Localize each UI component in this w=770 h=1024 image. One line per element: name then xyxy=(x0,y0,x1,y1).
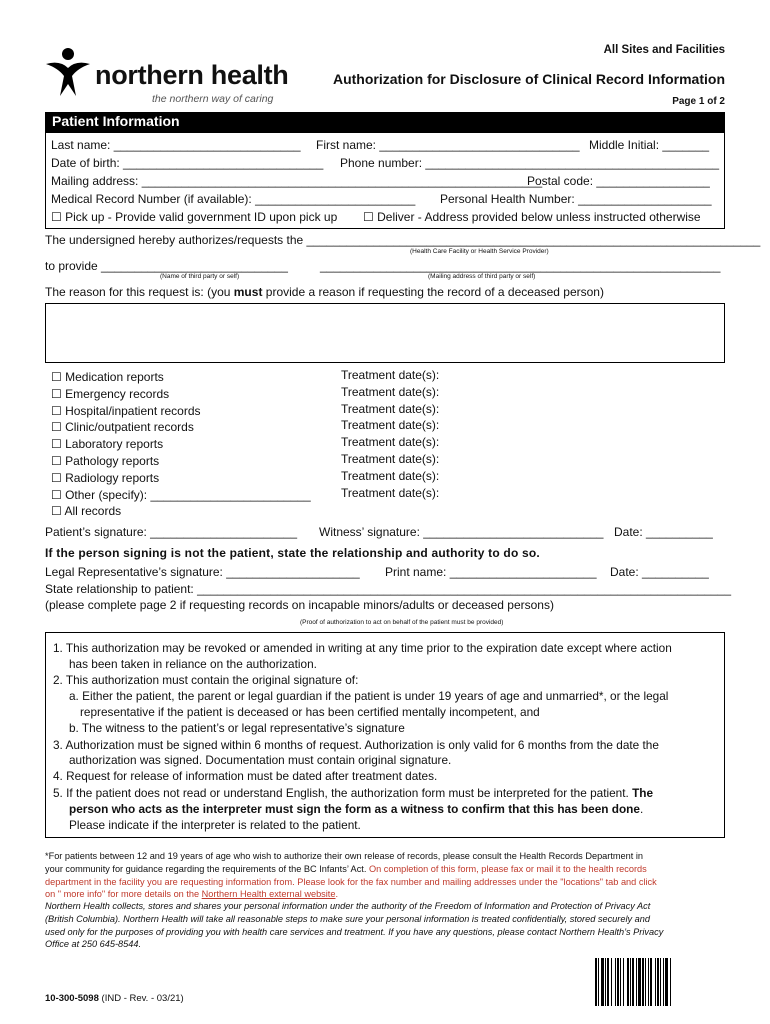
undersigned-field[interactable]: The undersigned hereby authorizes/requests the ____________________________________________________________________ xyxy=(45,233,761,247)
privacy-line-1: Northern Health collects, stores and shares your personal information under the authority of the Freedom of Information and Protection of Privacy Act xyxy=(45,901,651,911)
nh-website-link[interactable]: Northern Health external website xyxy=(201,889,336,899)
record-option-label: Hospital/inpatient records xyxy=(65,403,201,418)
treatment-dates-field[interactable]: Treatment date(s): xyxy=(341,468,440,483)
checkbox-icon[interactable]: ☐ xyxy=(51,370,66,384)
footer-line-1: *For patients between 12 and 19 years of age who wish to authorize their own release of records, please consult the Health Records Department in xyxy=(45,851,644,861)
treatment-dates-field[interactable]: Treatment date(s): xyxy=(341,384,440,399)
record-option-label: Pathology reports xyxy=(65,454,160,468)
footer-line-4-text: on " more info" for more details on the xyxy=(45,889,202,899)
record-option[interactable] xyxy=(51,437,163,451)
note-2a-2: representative if the patient is deceased or has been certified mentally incompetent, and xyxy=(80,705,540,719)
checkbox-icon[interactable]: ☐ xyxy=(363,210,374,224)
checkbox-icon[interactable]: ☐ xyxy=(51,437,66,452)
record-option-label: All records xyxy=(64,504,122,519)
deliver-option[interactable] xyxy=(363,210,701,224)
provider-caption: (Health Care Facility or Health Service Provider) xyxy=(410,248,549,255)
note-1a: 1. This authorization may be revoked or amended in writing at any time prior to the expiration date except where action xyxy=(53,641,672,655)
barcode-bar xyxy=(671,958,672,1006)
privacy-line-4: Office at 250 645-8544. xyxy=(45,939,142,949)
date-field-2[interactable]: Date: __________ xyxy=(610,565,709,579)
page2-note: (please complete page 2 if requesting records on incapable minors/adults or deceased persons) xyxy=(45,598,554,612)
record-option-label: Clinic/outpatient records xyxy=(65,420,194,435)
footer-line-2-text: your community for guidance regarding the requirements of the BC Infants’ Act. xyxy=(45,864,369,874)
checkbox-icon[interactable]: ☐ xyxy=(51,504,65,519)
sites-label: All Sites and Facilities xyxy=(603,44,725,56)
date-field-1[interactable]: Date: __________ xyxy=(614,525,713,539)
record-option[interactable] xyxy=(51,404,201,418)
footer-line-2-red: On completion of this form, please fax or mail it to the health records xyxy=(368,864,647,874)
deliver-label: Deliver - Address provided below unless instructed otherwise xyxy=(377,210,701,224)
page-number: Page 1 of 2 xyxy=(672,96,725,107)
note-5a-bold: The xyxy=(632,786,654,800)
note-5a xyxy=(53,786,653,800)
address-caption: (Mailing address of third party or self) xyxy=(428,273,536,280)
postal-code-field[interactable]: Postal code: _________________ xyxy=(527,174,710,188)
treatment-dates-field[interactable]: Treatment date(s): xyxy=(341,368,440,382)
mrn-field[interactable]: Medical Record Number (if available): ________________________ xyxy=(51,192,416,206)
form-revision: (IND - Rev. - 03/21) xyxy=(98,993,184,1004)
treatment-dates-field[interactable]: Treatment date(s): xyxy=(341,401,440,416)
note-5b-end: . xyxy=(639,802,644,816)
reason-must: must xyxy=(233,285,263,299)
relationship-field[interactable]: State relationship to patient: ________________________________________________________________________________ xyxy=(45,582,732,596)
form-number xyxy=(45,993,184,1004)
treatment-dates-field[interactable]: Treatment date(s): xyxy=(341,452,440,466)
note-2: 2. This authorization must contain the original signature of: xyxy=(53,673,359,687)
footer-line-2 xyxy=(45,863,647,876)
checkbox-icon[interactable]: ☐ xyxy=(51,403,66,418)
barcode xyxy=(595,958,725,1006)
legal-rep-signature-field[interactable]: Legal Representative’s signature: ____________________ xyxy=(45,565,360,579)
record-option[interactable] xyxy=(51,454,159,468)
note-5c: Please indicate if the interpreter is related to the patient. xyxy=(69,818,361,832)
reason-textarea[interactable] xyxy=(45,303,725,363)
checkbox-icon[interactable]: ☐ xyxy=(51,470,66,485)
checkbox-icon[interactable]: ☐ xyxy=(51,487,66,502)
note-2a-1: a. Either the patient, the parent or legal guardian if the patient is under 19 years of age and unmarried*, or the legal xyxy=(69,689,669,703)
treatment-dates-field[interactable]: Treatment date(s): xyxy=(341,485,440,500)
note-5b xyxy=(69,802,643,816)
checkbox-icon[interactable]: ☐ xyxy=(51,210,62,224)
dob-field[interactable]: Date of birth: ______________________________ xyxy=(51,156,324,170)
checkbox-icon[interactable]: ☐ xyxy=(51,386,66,401)
patient-info-heading: Patient Information xyxy=(45,112,725,133)
form-title: Authorization for Disclosure of Clinical Record Information xyxy=(332,71,725,87)
representative-instruction: If the person signing is not the patient, state the relationship and authority to do so. xyxy=(45,546,540,560)
first-name-field[interactable]: First name: ______________________________ xyxy=(316,138,580,152)
record-option[interactable] xyxy=(51,370,164,384)
note-3b: authorization was signed. Documentation must contain original signature. xyxy=(69,753,452,767)
note-4: 4. Request for release of information must be dated after treatment dates. xyxy=(53,769,438,783)
to-provide-field[interactable]: to provide ____________________________ xyxy=(45,259,288,273)
record-option-label: Radiology reports xyxy=(65,470,160,485)
northern-health-logo xyxy=(42,44,94,105)
checkbox-icon[interactable]: ☐ xyxy=(51,420,66,435)
footer-line-3: department in the facility you are requesting information from. Please look for the fax number and mailing addresses under the "locations" tab and click xyxy=(45,877,657,887)
note-5b-bold: person who acts as the interpreter must sign the form as a witness to confirm that this has been done xyxy=(69,802,640,816)
record-option-label: Emergency records xyxy=(65,386,170,401)
record-option-label: Laboratory reports xyxy=(65,437,164,452)
privacy-line-2: (British Columbia). Northern Health will take all reasonable steps to make sure your personal information is treated confidentially, stored securely and xyxy=(45,914,650,924)
patient-signature-field[interactable]: Patient’s signature: ______________________ xyxy=(45,525,297,539)
record-option[interactable] xyxy=(51,471,159,485)
note-5a-text: 5. If the patient does not read or understand English, the authorization form must be interpreted for the patient. xyxy=(53,786,633,800)
pickup-option[interactable] xyxy=(51,210,337,224)
logo-figure-icon xyxy=(42,44,94,100)
treatment-dates-field[interactable]: Treatment date(s): xyxy=(341,418,440,433)
last-name-field[interactable]: Last name: ____________________________ xyxy=(51,138,301,152)
record-option[interactable] xyxy=(51,488,311,502)
name-caption: (Name of third party or self) xyxy=(160,273,240,280)
print-name-field[interactable]: Print name: ______________________ xyxy=(385,565,597,579)
footer-line-4 xyxy=(45,888,338,901)
proof-caption: (Proof of authorization to act on behalf of the patient must be provided) xyxy=(300,619,504,626)
pickup-label: Pick up - Provide valid government ID upon pick up xyxy=(65,210,338,224)
note-1b: has been taken in reliance on the authorization. xyxy=(69,657,317,671)
record-option[interactable] xyxy=(51,420,194,434)
treatment-dates-field[interactable]: Treatment date(s): xyxy=(341,435,440,450)
record-option[interactable] xyxy=(51,504,121,518)
reason-instruction xyxy=(45,285,604,299)
record-option-label: Medication reports xyxy=(65,370,164,384)
reason-text: The reason for this request is: (you xyxy=(45,285,234,299)
third-party-address-field[interactable]: ____________________________________________________________ xyxy=(320,259,721,273)
checkbox-icon[interactable]: ☐ xyxy=(51,454,66,468)
record-option[interactable] xyxy=(51,387,169,401)
reason-text-end: provide a reason if requesting the record of a deceased person) xyxy=(262,285,604,299)
phone-field[interactable]: Phone number: ____________________________________________ xyxy=(340,156,720,170)
record-option-label: Other (specify): ________________________ xyxy=(65,487,311,502)
footer-line-4-end: . xyxy=(335,889,339,899)
phn-field[interactable]: Personal Health Number: ____________________ xyxy=(440,192,712,206)
brand-tagline: the northern way of caring xyxy=(152,93,274,105)
privacy-line-3: used only for the purposes of providing you with health care services and treatment. If you have any questions, please contact Northern Health’s Privacy xyxy=(45,927,664,937)
brand-name: northern health xyxy=(95,60,289,90)
middle-initial-field[interactable]: Middle Initial: _______ xyxy=(589,138,710,152)
witness-signature-field[interactable]: Witness’ signature: ___________________________ xyxy=(319,525,604,539)
mailing-address-field[interactable]: Mailing address: ____________________________________________________________ xyxy=(51,174,543,188)
form-number-code: 10-300-5098 xyxy=(45,993,99,1004)
note-3a: 3. Authorization must be signed within 6 months of request. Authorization is only valid for 6 months from the date the xyxy=(53,738,659,752)
note-2b: b. The witness to the patient’s or legal representative’s signature xyxy=(69,721,405,735)
